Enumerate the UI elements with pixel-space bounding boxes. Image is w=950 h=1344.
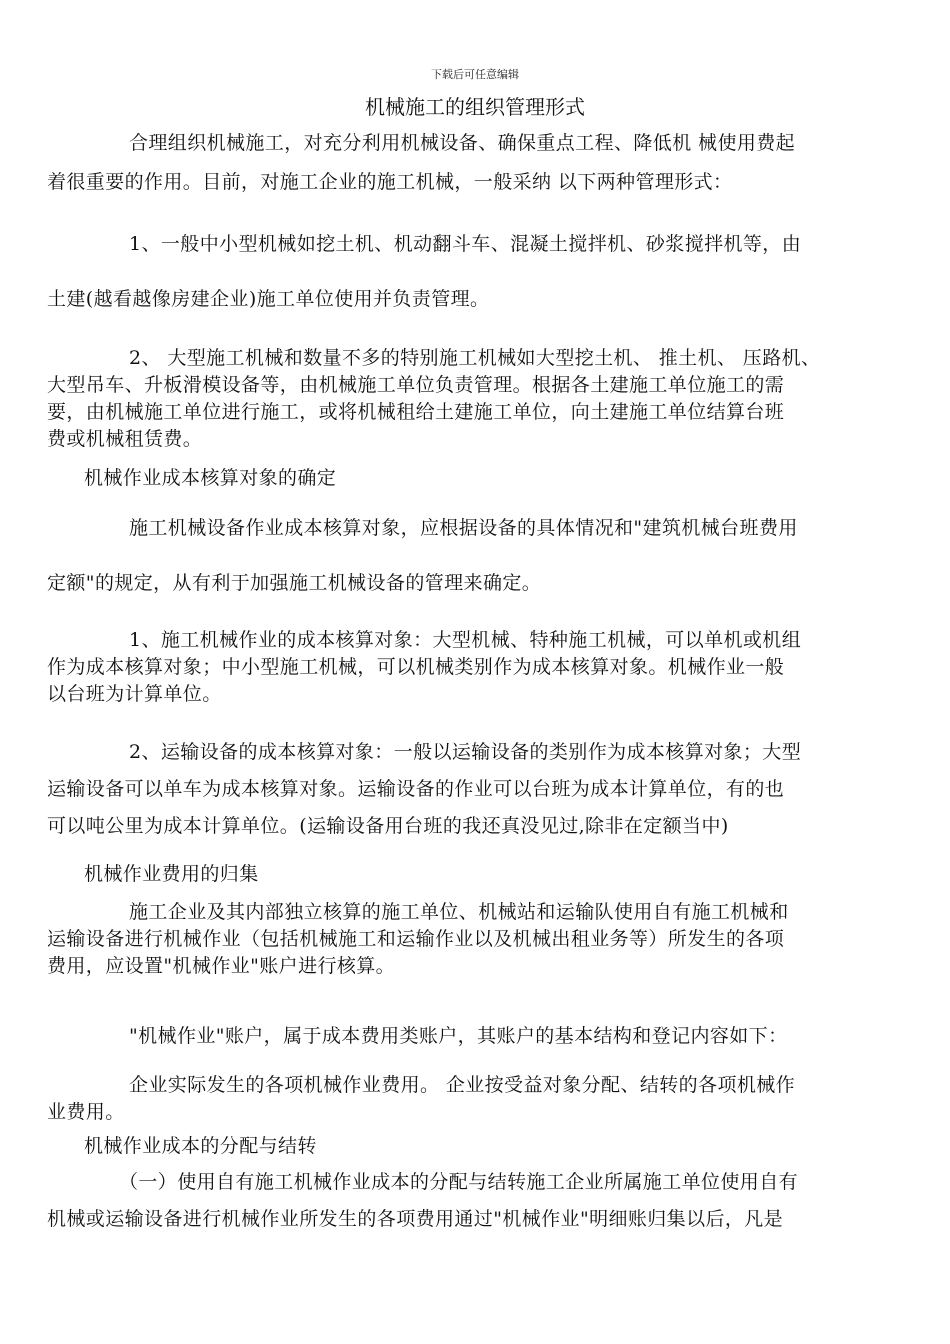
text-line: 作为成本核算对象；中小型施工机械，可以机械类别作为成本核算对象。机械作业一般: [47, 656, 785, 678]
text-line: （一）使用自有施工机械作业成本的分配与结转施工企业所属施工单位使用自有: [119, 1171, 799, 1193]
text-line: 运输设备进行机械作业（包括机械施工和运输作业以及机械出租业务等）所发生的各项: [47, 928, 785, 950]
text-line: 运输设备可以单车为成本核算对象。运输设备的作业可以台班为成本计算单位，有的也: [47, 778, 785, 800]
text-line: 以台班为计算单位。: [47, 683, 222, 705]
text-line: 大型吊车、升板滑模设备等，由机械施工单位负责管理。根据各土建施工单位施工的需: [47, 374, 785, 396]
document-title: 机械施工的组织管理形式: [365, 95, 585, 119]
text-line: 企业实际发生的各项机械作业费用。 企业按受益对象分配、结转的各项机械作: [129, 1074, 796, 1096]
text-line: 土建(越看越像房建企业)施工单位使用并负责管理。: [47, 288, 490, 310]
text-line: 可以吨公里为成本计算单位。(运输设备用台班的我还真没见过,除非在定额当中): [47, 815, 729, 837]
text-line: 机械或运输设备进行机械作业所发生的各项费用通过"机械作业"明细账归集以后，凡是: [47, 1208, 784, 1230]
paragraph-cost-object: [47, 513, 907, 595]
text-line: 施工机械设备作业成本核算对象，应根据设备的具体情况和"建筑机械台班费用: [129, 517, 798, 539]
text-line: 施工企业及其内部独立核算的施工单位、机械站和运输队使用自有施工机械和: [129, 901, 789, 923]
text-line: 1、施工机械作业的成本核算对象：大型机械、特种施工机械，可以单机或机组: [129, 629, 802, 651]
text-line: 合理组织机械施工，对充分利用机械设备、确保重点工程、降低机 械使用费起: [129, 132, 796, 154]
section-heading: 机械作业成本核算对象的确定: [84, 467, 337, 489]
text-line: 着很重要的作用。目前，对施工企业的施工机械，一般采纳 以下两种管理形式：: [47, 171, 733, 193]
paragraph-account: [47, 1021, 907, 1048]
text-line: 要，由机械施工单位进行施工，或将机械租给土建施工单位，向土建施工单位结算台班: [47, 401, 785, 423]
section-heading: 机械作业费用的归集: [84, 863, 259, 885]
text-line: 费用，应设置"机械作业"账户进行核算。: [47, 955, 396, 977]
paragraph-item-1: [47, 229, 907, 311]
section-heading: 机械作业成本的分配与结转: [84, 1135, 317, 1157]
paragraph-allocation: [47, 1167, 907, 1231]
paragraph-transport-object: [47, 737, 907, 838]
text-line: 费或机械租赁费。: [47, 428, 203, 450]
paragraph-machine-object: [47, 625, 907, 706]
text-line: 2、运输设备的成本核算对象：一般以运输设备的类别作为成本核算对象；大型: [129, 741, 802, 763]
paragraph-intro: [47, 128, 907, 194]
page-header-note: 下载后可任意编辑: [431, 68, 519, 81]
text-line: 1、一般中小型机械如挖土机、机动翻斗车、混凝土搅拌机、砂浆搅拌机等，由: [129, 233, 802, 255]
text-line: 业费用。: [47, 1101, 125, 1123]
paragraph-item-2: [47, 343, 907, 451]
paragraph-account-content: [47, 1070, 907, 1124]
text-line: 2、 大型施工机械和数量不多的特别施工机械如大型挖土机、 推土机、 压路机、: [129, 347, 821, 369]
paragraph-cost-collection: [47, 897, 907, 978]
text-line: "机械作业"账户，属于成本费用类账户，其账户的基本结构和登记内容如下：: [129, 1025, 788, 1047]
text-line: 定额"的规定，从有利于加强施工机械设备的管理来确定。: [47, 572, 542, 594]
